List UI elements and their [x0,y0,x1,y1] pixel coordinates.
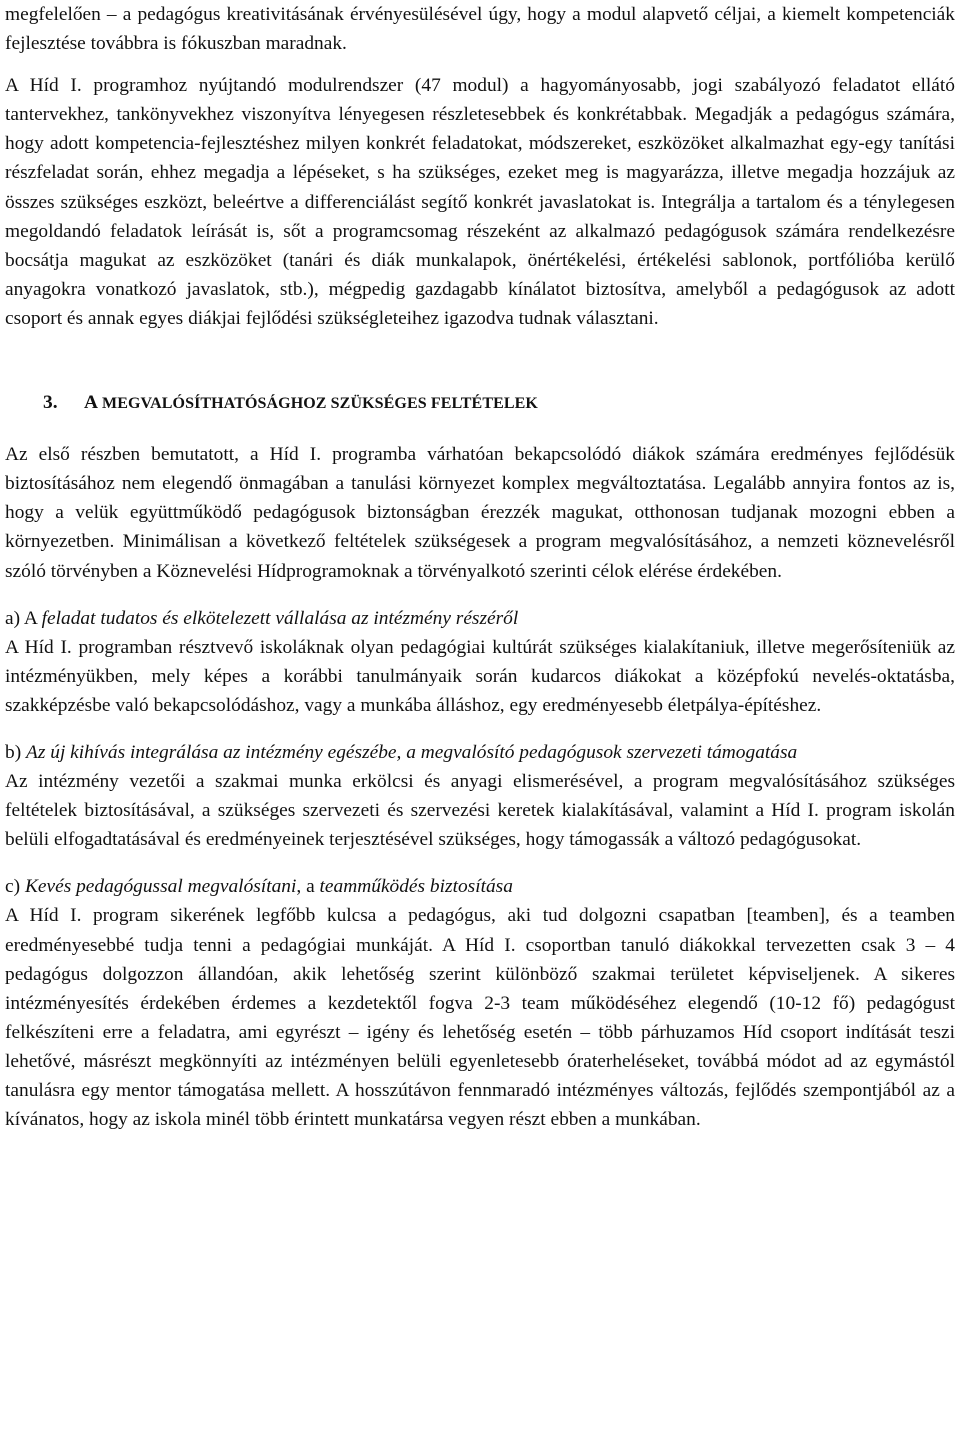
item-a-body: A Híd I. programban résztvevő iskoláknak olyan pedagógiai kultúrát szükséges kialakítaniuk, illetve megerősíteniük az intézményükben, mely képes a korábbi tanulmányaik során kudarcos diákokat a középfokú nevelés-oktatásba, szakképzésbe való bekapcsolódáshoz, vagy a munkába álláshoz, egy eredményesebb életpálya-építéshez. [5,636,955,716]
document-page [5,0,955,1134]
item-b-body: Az intézmény vezetői a szakmai munka erkölcsi és anyagi elismerésével, a program megvalósításához szükséges feltételek biztosításával, a szükséges szervezeti és szervezési keretek kialakításával, valamint a Híd I. program iskolán belüli elfogadtatásával és eredményeinek terjesztésével szükséges, hogy támogassák a változó pedagógusokat. [5,771,955,851]
section-intro-paragraph: Az első részben bemutatott, a Híd I. programba várhatóan bekapcsolódó diákok számára eredményes fejlődésük biztosításához nem elegendő önmagában a tanulási környezet komplex megváltoztatása. Legalább annyira fontos az is, hogy a velük együttműködő pedagógusok biztonságban érezzék magukat, otthonosan tudjanak mozogni ebben a környezetben. Minimálisan a következő feltételek szükségesek a program megvalósításához, a nemzeti köznevelésről szóló törvényben a Köznevelési Hídprogramoknak a törvényalkotó szerinti célok elérése érdekében. [5,444,955,582]
item-c-marker: c) [5,876,21,898]
section-title-first: A [84,392,98,414]
item-c-title-suffix: , a [296,876,315,898]
section-number: 3. [43,392,58,414]
item-a-title-prefix: A [23,607,37,629]
section-heading [5,388,955,418]
item-c-title-italic2: teamműködés biztosítása [319,876,513,898]
item-c-body: A Híd I. program sikerének legfőbb kulcsa a pedagógus, aki tud dolgozni csapatban [teamben], és a teamben eredményesebbé tudja tenni a pedagógiai munkáját. A Híd I. csoportban tanuló diákokkal tervezetten csak 3 – 4 pedagógus dolgozzon állandóan, akik lehetőség szerint különböző szakmai területet képviseljenek. A sikeres intézményesítés érdekében érdemes a kezdetektől fogva 2-3 team működéséhez elegendő (10-12 fő) pedagógust felkészíteni erre a feladatra, ami egyrészt – igény és lehetőség esetén – több párhuzamos Híd csoport indítását teszi lehetővé, másrészt megkönnyíti az intézményen belüli egyenletesebb óraterheléseket, továbbá módot ad az egymástól tanulásra egy mentor támogatása mellett. A hosszútávon fennmaradó intézményes változás, fejlődés szempontjából az a kívánatos, hogy az iskola minél több érintett munkatársa vegyen részt ebben a munkában. [5,905,955,1131]
item-a-marker: a) [5,607,21,629]
item-a-title-italic: feladat tudatos és elkötelezett vállalása az intézmény részéről [41,607,519,629]
item-b-title [5,738,955,767]
item-c-title-italic: Kevés pedagógussal megvalósítani [24,876,297,898]
item-c-title [5,872,955,901]
intro-paragraph-top: megfelelően – a pedagógus kreativitásának érvényesülésével úgy, hogy a modul alapvető céljai, a kiemelt kompetenciák fejlesztése továbbra is fókuszban maradnak. [5,4,955,55]
item-b-marker: b) [5,741,22,763]
item-b-title-italic: Az új kihívás integrálása az intézmény egészébe, a megvalósító pedagógusok szervezeti támogatása [26,741,798,763]
intro-paragraph-main: A Híd I. programhoz nyújtandó modulrendszer (47 modul) a hagyományosabb, jogi szabályozó feladatot ellátó tantervekhez, tankönyvekhez viszonyítva lényegesen részletesebbek és konkrétabbak. Megadják a pedagógus számára, hogy adott kompetencia-fejlesztéshez milyen konkrét feladatokat, módszereket, eszközöket alkalmazhat egy-egy tanítási részfeladat során, ehhez megadja a lépéseket, s ha szükséges, ezeket meg is magyarázza, illetve megadja hozzájuk az összes szükséges eszközt, beleértve a differenciálást segítő konkrét javaslatokat is. Integrálja a tartalom és a ténylegesen megoldandó feladatok leírását is, sőt a programcsomag részeként az alkalmazó pedagógusok számára rendelkezésre bocsátja magukat az eszközöket (tanári és diák munkalapok, önértékelési, értékelési sablonok, portfólióba kerülő anyagokra vonatkozó javaslatok, stb.), mégpedig gazdagabb kínálatot biztosítva, amelyből a pedagógusok az adott csoport és annak egyes diákjai fejlődési szükségleteihez igazodva tudnak választani. [5,75,955,329]
item-a-title [5,604,955,633]
section-title-rest: MEGVALÓSÍTHATÓSÁGHOZ SZÜKSÉGES FELTÉTELEK [102,395,538,413]
